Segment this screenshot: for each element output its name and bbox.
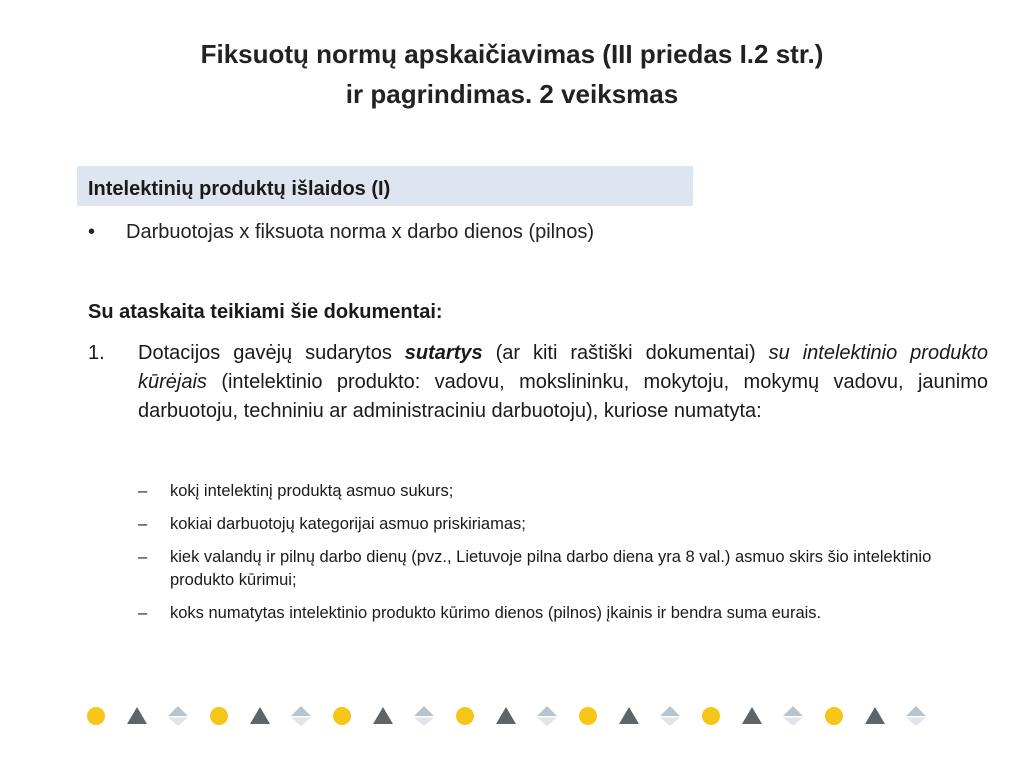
- item-text-part-1: Dotacijos gavėjų sudarytos: [138, 342, 405, 364]
- dash-marker: –: [138, 548, 148, 566]
- item-text-emphasis-creators: su intelektinio produkto kūrėjais: [138, 342, 988, 393]
- diamond-top-half: [291, 706, 311, 716]
- yellow-circle-icon: [333, 707, 351, 725]
- diamond-bottom-half: [906, 718, 926, 727]
- gray-triangle-icon: [250, 707, 270, 724]
- diamond-top-half: [783, 706, 803, 716]
- section-header-label: Intelektinių produktų išlaidos (I): [88, 178, 391, 200]
- item-text-part-3: (intelektinio produkto: vadovu, mokslininku, mokytoju, mokymų vadovu, jaunimo darbuotoju, techniniu ar administraciniu darbuotoju), kuriose numatyta:: [138, 371, 988, 422]
- list-item: [138, 546, 958, 592]
- gray-triangle-icon: [127, 707, 147, 724]
- slide-title-line-2: ir pagrindimas. 2 veiksmas: [345, 79, 679, 109]
- diamond-icon: [783, 706, 803, 726]
- list-item-text: kiek valandų ir pilnų darbo dienų (pvz., Lietuvoje pilna darbo diena yra 8 val.) asmuo skirs šio intelektinio produkto kūrimui;: [170, 548, 932, 589]
- yellow-circle-icon: [87, 707, 105, 725]
- diamond-bottom-half: [537, 718, 557, 727]
- diamond-icon: [414, 706, 434, 726]
- diamond-icon: [537, 706, 557, 726]
- dash-marker: –: [138, 604, 148, 622]
- diamond-bottom-half: [783, 718, 803, 727]
- diamond-icon: [291, 706, 311, 726]
- item-text-part-2: (ar kiti raštiški dokumentai): [482, 342, 769, 364]
- diamond-top-half: [660, 706, 680, 716]
- dash-marker: –: [138, 515, 148, 533]
- yellow-circle-icon: [456, 707, 474, 725]
- yellow-circle-icon: [579, 707, 597, 725]
- formula-bullet: [88, 218, 594, 246]
- item-text-emphasis-contracts: sutartys: [404, 342, 483, 364]
- gray-triangle-icon: [865, 707, 885, 724]
- list-item: [138, 480, 958, 503]
- diamond-bottom-half: [291, 718, 311, 727]
- yellow-circle-icon: [825, 707, 843, 725]
- list-item-text: kokiai darbuotojų kategorijai asmuo priskiriamas;: [170, 515, 526, 533]
- decorative-shape-row: [86, 705, 936, 727]
- gray-triangle-icon: [496, 707, 516, 724]
- list-item: [138, 602, 958, 625]
- list-item-text: kokį intelektinį produktą asmuo sukurs;: [170, 482, 454, 500]
- diamond-top-half: [414, 706, 434, 716]
- diamond-top-half: [906, 706, 926, 716]
- sub-item-list: [138, 480, 958, 635]
- dash-marker: –: [138, 482, 148, 500]
- gray-triangle-icon: [373, 707, 393, 724]
- diamond-icon: [906, 706, 926, 726]
- gray-triangle-icon: [742, 707, 762, 724]
- slide-title: [80, 34, 944, 114]
- diamond-top-half: [537, 706, 557, 716]
- list-item: [138, 513, 958, 536]
- formula-text: Darbuotojas x fiksuota norma x darbo dienos (pilnos): [126, 221, 595, 243]
- diamond-icon: [168, 706, 188, 726]
- diamond-top-half: [168, 706, 188, 716]
- diamond-bottom-half: [414, 718, 434, 727]
- slide-title-line-1: Fiksuotų normų apskaičiavimas (III priedas I.2 str.): [200, 39, 824, 69]
- diamond-icon: [660, 706, 680, 726]
- item-text: [138, 339, 988, 426]
- gray-triangle-icon: [619, 707, 639, 724]
- documents-heading: Su ataskaita teikiami šie dokumentai:: [88, 301, 443, 323]
- list-item-text: koks numatytas intelektinio produkto kūrimo dienos (pilnos) įkainis ir bendra suma eurais.: [170, 604, 822, 622]
- yellow-circle-icon: [210, 707, 228, 725]
- diamond-bottom-half: [168, 718, 188, 727]
- diamond-bottom-half: [660, 718, 680, 727]
- yellow-circle-icon: [702, 707, 720, 725]
- document-item-1: [88, 339, 988, 426]
- item-number: 1.: [88, 342, 105, 364]
- bullet-symbol: •: [88, 221, 96, 243]
